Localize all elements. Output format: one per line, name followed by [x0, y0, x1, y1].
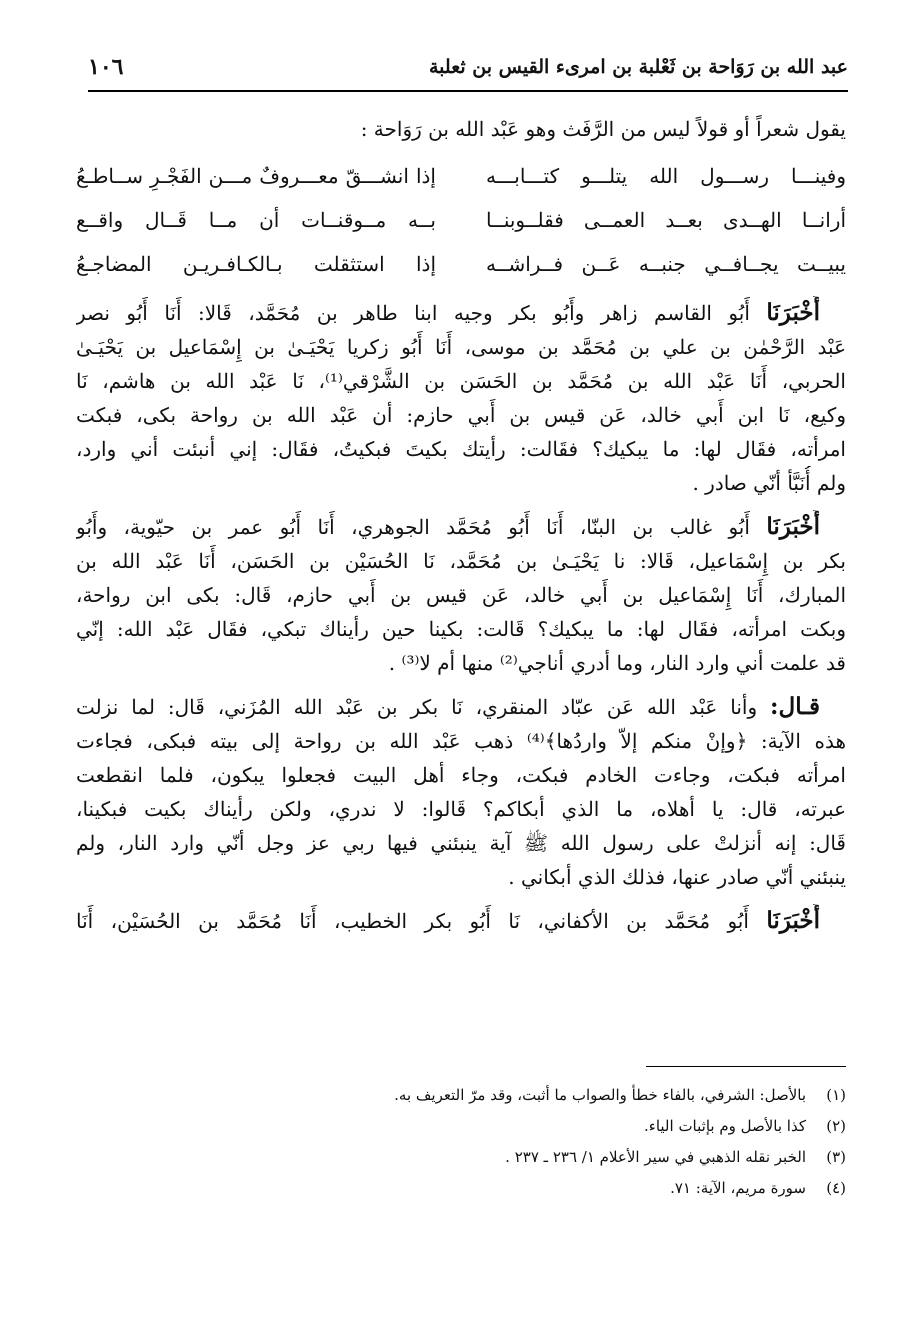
paragraph-line: قد علمت أني وارد النار، وما أدري أناجي⁽²⁾ منها أم لا⁽³⁾ . — [388, 651, 846, 675]
footnote — [146, 1111, 846, 1142]
paragraph-first-line-text: أَبُو مُحَمَّد بن الأكفاني، نَا أَبُو بكر الخطيب، أَنَا مُحَمَّد بن الحُسَيْن، أَنَا — [76, 909, 767, 933]
footnote-text: الخبر نقله الذهبي في سير الأعلام ١/ ٢٣٦ ـ ٢٣٧ . — [505, 1148, 806, 1166]
paragraph-first-line — [76, 904, 846, 938]
paragraph-line: وبكت امرأته، فقَال لها: ما يبكيك؟ قَالت: بكينا حين رأيناك تبكي، فقَال عَبْد الله: إنّي — [76, 617, 846, 641]
page-number: ١٠٦ — [88, 54, 124, 80]
footnote-separator — [646, 1066, 846, 1067]
paragraph-first-line — [76, 296, 846, 330]
paragraph-line: امرأته، فقَال لها: ما يبكيك؟ فقَالت: رأيتك بكيتَ فبكيتُ، فقَال: إني أنبئت أني وارد، — [76, 437, 846, 461]
verse-first-hemistich: وفينـــا رســـول الله يتلـــو كتـــابـــه — [486, 164, 846, 188]
verse-second-hemistich: إذا انشـــقّ معـــروفٌ مـــن الفَجْـرِ ســاطـعُ — [76, 164, 436, 188]
footnote-text: بالأصل: الشرفي، بالفاء خطأ والصواب ما أثبت، وقد مرّ التعريف به. — [394, 1086, 806, 1104]
paragraph-lead-word: قـال: — [770, 693, 820, 720]
footnotes — [146, 1080, 846, 1204]
footnote — [146, 1173, 846, 1204]
paragraph-line: قَال: إنه أنزلتْ على رسول الله ﷺ آية ينبئني فيها ربي عز وجل أنّي وارد النار، ولم — [76, 831, 846, 855]
poem — [76, 154, 846, 286]
footnote-number: (٣) — [826, 1148, 846, 1166]
narration-paragraph — [76, 296, 846, 500]
paragraph-first-line-text: أَبُو غالب بن البنّا، أَنَا أَبُو مُحَمَّد الجوهري، أَنَا أَبُو عمر بن حيّوية، وأَبُو — [76, 515, 767, 539]
verse-second-hemistich: إذا استثقلت بـالكـافـريـن المضاجـعُ — [76, 252, 436, 276]
footnote — [146, 1080, 846, 1111]
running-title: عبد الله بن رَوَاحة بن ثَعْلبة بن امرىء القيس بن ثعلبة — [428, 56, 848, 78]
poem-verse — [76, 198, 846, 242]
paragraph-line: بكر بن إِسْمَاعيل، قَالا: نا يَحْيَـىٰ بن مُحَمَّد، نَا الحُسَيْن بن الحَسَن، أَنَا عَبْد الله بن — [76, 549, 846, 573]
running-header — [88, 52, 848, 92]
paragraph-first-line-text: أَبُو القاسم زاهر وأَبُو بكر وجيه ابنا طاهر بن مُحَمَّد، قَالا: أَنَا أَبُو نصر — [76, 301, 767, 325]
footnote — [146, 1142, 846, 1173]
paragraph-lead-word: أَخْبَرَنَا — [766, 299, 820, 326]
footnote-number: (٤) — [826, 1179, 846, 1197]
intro-line: يقول شعراً أو قولاً ليس من الرَّفَث وهو عَبْد الله بن رَوَاحة : — [360, 117, 846, 141]
main-text — [76, 112, 846, 938]
verse-second-hemistich: بــه مــوقنــات أن مــا قَــال واقــع — [76, 208, 436, 232]
paragraph-line: ينبئني أنّي صادر عنها، فذلك الذي أبكاني . — [508, 865, 846, 889]
poem-verse — [76, 154, 846, 198]
paragraph-line: امرأته فبكت، وجاءت الخادم فبكت، وجاء أهل البيت فجعلوا يبكون، فلما انقطعت — [76, 763, 846, 787]
paragraph-line: عبرته، قال: يا أهلاه، ما الذي أبكاكم؟ قَالوا: لا ندري، ولكن رأيناك بكيت فبكينا، — [76, 797, 846, 821]
poem-verse — [76, 242, 846, 286]
narration-paragraph — [76, 904, 846, 938]
paragraph-line: ولم أُنَبَّأ أنّي صادر . — [692, 471, 846, 495]
paragraph-lead-word: أَخْبَرَنَا — [766, 907, 820, 934]
paragraph-line: الحربي، أَنَا عَبْد الله بن مُحَمَّد بن الحَسَن بن الشَّرْقي⁽¹⁾، نَا عَبْد الله بن هاشم، نَا — [76, 369, 846, 393]
narration-paragraph — [76, 690, 846, 894]
verse-first-hemistich: يبيــت يجــافــي جنبــه عَــن فــراشــه — [486, 252, 846, 276]
paragraph-first-line-text: وأنا عَبْد الله عَن عبّاد المنقري، نَا بكر بن عَبْد الله المُزَني، قَال: لما نزلت — [76, 695, 771, 719]
footnote-number: (٢) — [826, 1117, 846, 1135]
paragraph-line: هذه الآية: ﴿وإنْ منكم إلاّ واردُها﴾⁽⁴⁾ ذهب عَبْد الله بن رواحة إلى بيته فبكى، فجاءت — [76, 729, 846, 753]
verse-first-hemistich: أرانــا الهــدى بعــد العمــى فقلــوبنــا — [486, 208, 846, 232]
footnote-text: سورة مريم، الآية: ٧١. — [670, 1179, 806, 1197]
narration-paragraph — [76, 510, 846, 680]
paragraph-lead-word: أَخْبَرَنَا — [766, 513, 820, 540]
paragraph-first-line — [76, 690, 846, 724]
paragraph-line: وكيع، نَا ابن أَبي خالد، عَن قيس بن أَبي حازم: أن عَبْد الله بن رواحة بكى، فبكت — [76, 403, 846, 427]
paragraph-line: عَبْد الرَّحْمٰن بن علي بن مُحَمَّد بن موسى، أَنَا أَبُو زكريا يَحْيَـىٰ بن إِسْمَاعيل بن يَحْيَـىٰ — [76, 335, 846, 359]
footnote-number: (١) — [826, 1086, 846, 1104]
paragraph-first-line — [76, 510, 846, 544]
paragraph-line: المبارك، أَنَا إِسْمَاعيل بن أَبي خالد، عَن قيس بن أَبي حازم، قَال: بكى ابن رواحة، — [76, 583, 846, 607]
footnote-text: كذا بالأصل وم بإثبات الياء. — [644, 1117, 806, 1135]
